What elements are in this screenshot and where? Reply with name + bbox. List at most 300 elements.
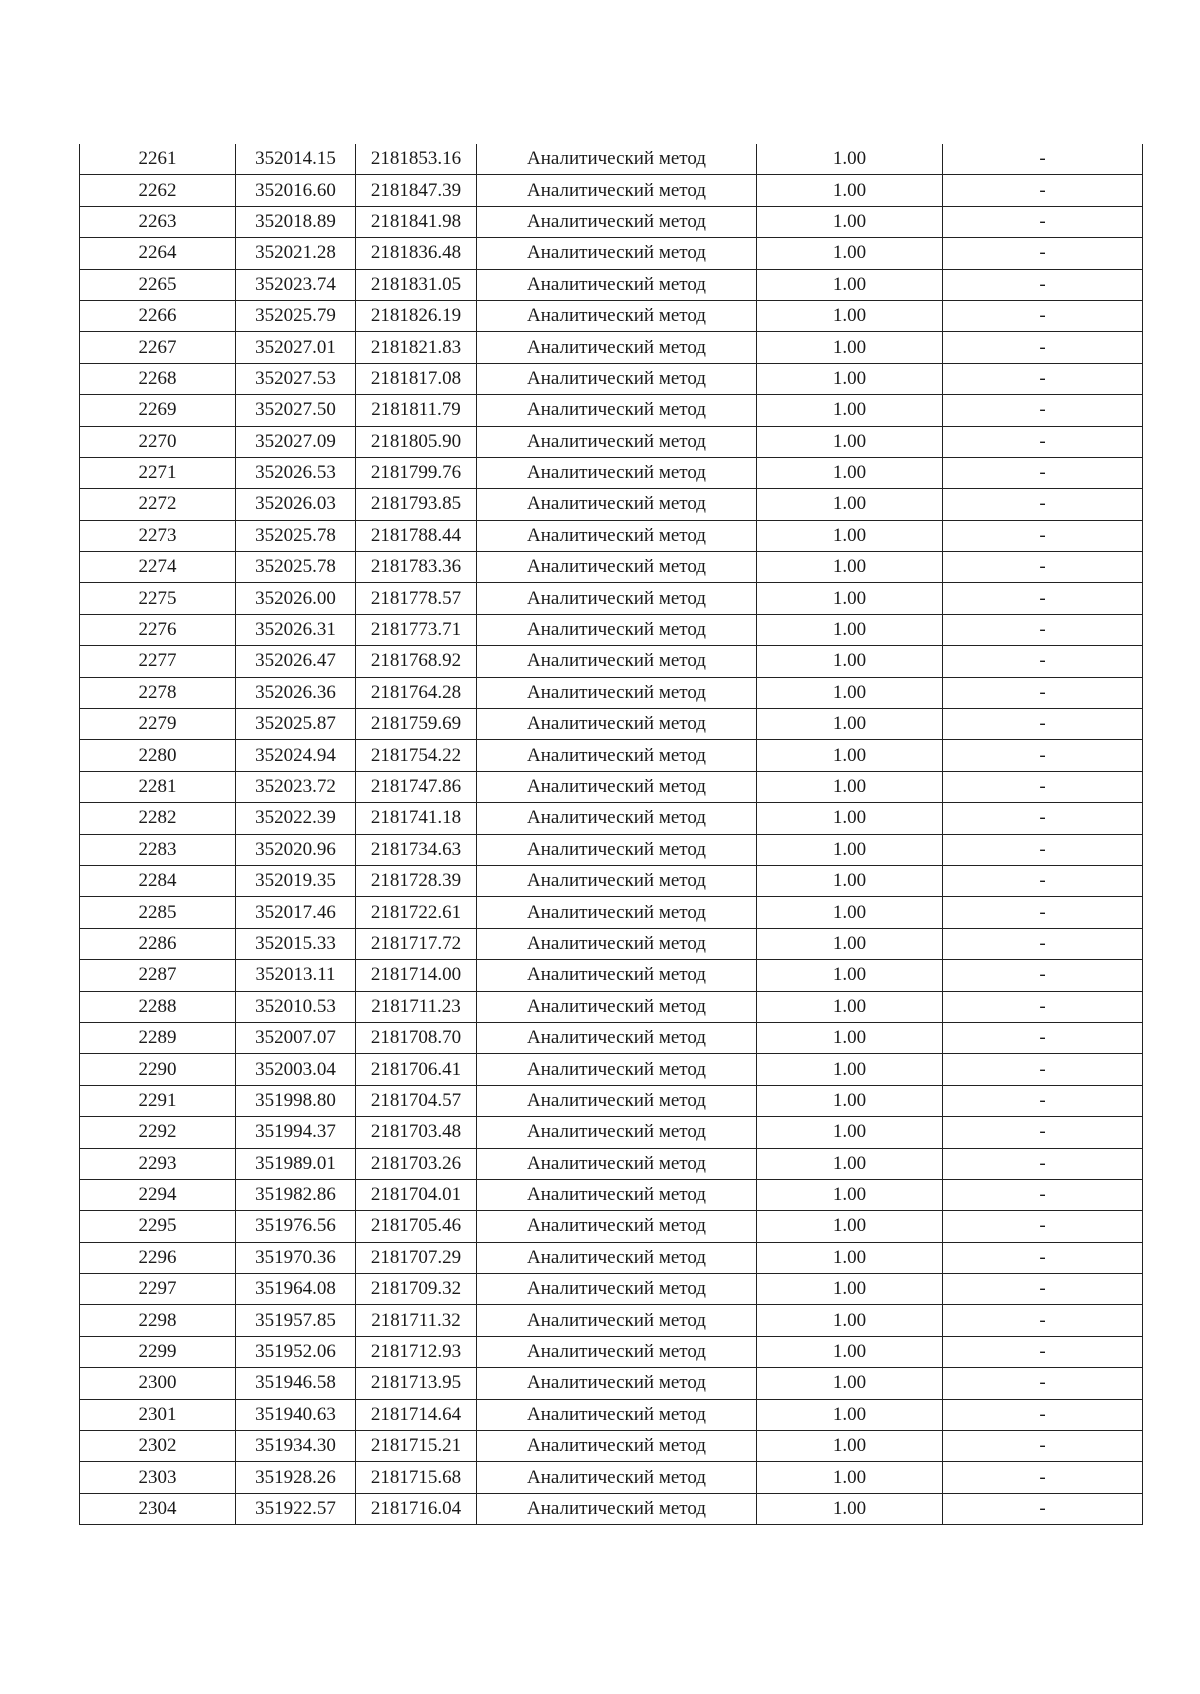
accuracy-cell: 1.00 [757, 300, 943, 331]
description-cell: - [943, 269, 1143, 300]
y-coordinate-cell: 2181764.28 [356, 677, 477, 708]
description-cell: - [943, 677, 1143, 708]
accuracy-cell: 1.00 [757, 1022, 943, 1053]
x-coordinate-cell: 352027.53 [236, 363, 356, 394]
accuracy-cell: 1.00 [757, 614, 943, 645]
description-cell: - [943, 175, 1143, 206]
method-cell: Аналитический метод [477, 1431, 757, 1462]
method-cell: Аналитический метод [477, 1179, 757, 1210]
point-number-cell: 2299 [80, 1336, 236, 1367]
accuracy-cell: 1.00 [757, 1274, 943, 1305]
point-number-cell: 2283 [80, 834, 236, 865]
y-coordinate-cell: 2181728.39 [356, 865, 477, 896]
y-coordinate-cell: 2181811.79 [356, 395, 477, 426]
method-cell: Аналитический метод [477, 928, 757, 959]
y-coordinate-cell: 2181759.69 [356, 709, 477, 740]
y-coordinate-cell: 2181841.98 [356, 206, 477, 237]
table-row [80, 1117, 1143, 1148]
y-coordinate-cell: 2181734.63 [356, 834, 477, 865]
method-cell: Аналитический метод [477, 646, 757, 677]
point-number-cell: 2278 [80, 677, 236, 708]
y-coordinate-cell: 2181768.92 [356, 646, 477, 677]
method-cell: Аналитический метод [477, 175, 757, 206]
accuracy-cell: 1.00 [757, 709, 943, 740]
y-coordinate-cell: 2181754.22 [356, 740, 477, 771]
table-row [80, 928, 1143, 959]
x-coordinate-cell: 352027.01 [236, 332, 356, 363]
table-row [80, 709, 1143, 740]
x-coordinate-cell: 352026.31 [236, 614, 356, 645]
point-number-cell: 2279 [80, 709, 236, 740]
table-row [80, 300, 1143, 331]
description-cell: - [943, 614, 1143, 645]
y-coordinate-cell: 2181831.05 [356, 269, 477, 300]
method-cell: Аналитический метод [477, 740, 757, 771]
table-row [80, 175, 1143, 206]
accuracy-cell: 1.00 [757, 1054, 943, 1085]
accuracy-cell: 1.00 [757, 552, 943, 583]
x-coordinate-cell: 351940.63 [236, 1399, 356, 1430]
description-cell: - [943, 740, 1143, 771]
table-row [80, 740, 1143, 771]
x-coordinate-cell: 352023.74 [236, 269, 356, 300]
point-number-cell: 2303 [80, 1462, 236, 1493]
description-cell: - [943, 300, 1143, 331]
method-cell: Аналитический метод [477, 991, 757, 1022]
point-number-cell: 2287 [80, 960, 236, 991]
accuracy-cell: 1.00 [757, 928, 943, 959]
method-cell: Аналитический метод [477, 1022, 757, 1053]
point-number-cell: 2300 [80, 1368, 236, 1399]
y-coordinate-cell: 2181773.71 [356, 614, 477, 645]
point-number-cell: 2302 [80, 1431, 236, 1462]
x-coordinate-cell: 352022.39 [236, 803, 356, 834]
x-coordinate-cell: 351982.86 [236, 1179, 356, 1210]
x-coordinate-cell: 352007.07 [236, 1022, 356, 1053]
x-coordinate-cell: 352003.04 [236, 1054, 356, 1085]
description-cell: - [943, 1274, 1143, 1305]
y-coordinate-cell: 2181783.36 [356, 552, 477, 583]
method-cell: Аналитический метод [477, 803, 757, 834]
table-row [80, 1368, 1143, 1399]
accuracy-cell: 1.00 [757, 771, 943, 802]
point-number-cell: 2293 [80, 1148, 236, 1179]
x-coordinate-cell: 351989.01 [236, 1148, 356, 1179]
method-cell: Аналитический метод [477, 489, 757, 520]
description-cell: - [943, 709, 1143, 740]
accuracy-cell: 1.00 [757, 865, 943, 896]
method-cell: Аналитический метод [477, 1054, 757, 1085]
description-cell: - [943, 1336, 1143, 1367]
table-row [80, 646, 1143, 677]
coordinates-table [79, 144, 1143, 1525]
point-number-cell: 2264 [80, 238, 236, 269]
table-row [80, 395, 1143, 426]
y-coordinate-cell: 2181703.26 [356, 1148, 477, 1179]
accuracy-cell: 1.00 [757, 1179, 943, 1210]
table-row [80, 803, 1143, 834]
accuracy-cell: 1.00 [757, 1462, 943, 1493]
method-cell: Аналитический метод [477, 1242, 757, 1273]
table-row [80, 1179, 1143, 1210]
point-number-cell: 2270 [80, 426, 236, 457]
accuracy-cell: 1.00 [757, 332, 943, 363]
y-coordinate-cell: 2181805.90 [356, 426, 477, 457]
point-number-cell: 2281 [80, 771, 236, 802]
description-cell: - [943, 1085, 1143, 1116]
table-row [80, 520, 1143, 551]
table-row [80, 1242, 1143, 1273]
accuracy-cell: 1.00 [757, 144, 943, 175]
accuracy-cell: 1.00 [757, 238, 943, 269]
table-row [80, 1054, 1143, 1085]
description-cell: - [943, 1054, 1143, 1085]
x-coordinate-cell: 352013.11 [236, 960, 356, 991]
description-cell: - [943, 206, 1143, 237]
point-number-cell: 2263 [80, 206, 236, 237]
accuracy-cell: 1.00 [757, 175, 943, 206]
x-coordinate-cell: 352026.47 [236, 646, 356, 677]
point-number-cell: 2267 [80, 332, 236, 363]
accuracy-cell: 1.00 [757, 1117, 943, 1148]
method-cell: Аналитический метод [477, 144, 757, 175]
method-cell: Аналитический метод [477, 1085, 757, 1116]
point-number-cell: 2274 [80, 552, 236, 583]
point-number-cell: 2298 [80, 1305, 236, 1336]
y-coordinate-cell: 2181707.29 [356, 1242, 477, 1273]
method-cell: Аналитический метод [477, 1305, 757, 1336]
table-body [80, 144, 1143, 1525]
accuracy-cell: 1.00 [757, 1211, 943, 1242]
point-number-cell: 2294 [80, 1179, 236, 1210]
accuracy-cell: 1.00 [757, 1305, 943, 1336]
accuracy-cell: 1.00 [757, 489, 943, 520]
method-cell: Аналитический метод [477, 1211, 757, 1242]
method-cell: Аналитический метод [477, 426, 757, 457]
y-coordinate-cell: 2181708.70 [356, 1022, 477, 1053]
accuracy-cell: 1.00 [757, 426, 943, 457]
y-coordinate-cell: 2181714.64 [356, 1399, 477, 1430]
x-coordinate-cell: 352014.15 [236, 144, 356, 175]
method-cell: Аналитический метод [477, 363, 757, 394]
x-coordinate-cell: 351952.06 [236, 1336, 356, 1367]
x-coordinate-cell: 352024.94 [236, 740, 356, 771]
description-cell: - [943, 803, 1143, 834]
y-coordinate-cell: 2181711.32 [356, 1305, 477, 1336]
table-row [80, 677, 1143, 708]
x-coordinate-cell: 352026.53 [236, 457, 356, 488]
point-number-cell: 2266 [80, 300, 236, 331]
method-cell: Аналитический метод [477, 709, 757, 740]
y-coordinate-cell: 2181705.46 [356, 1211, 477, 1242]
table-row [80, 457, 1143, 488]
method-cell: Аналитический метод [477, 206, 757, 237]
x-coordinate-cell: 352019.35 [236, 865, 356, 896]
x-coordinate-cell: 352026.00 [236, 583, 356, 614]
table-row [80, 960, 1143, 991]
method-cell: Аналитический метод [477, 897, 757, 928]
point-number-cell: 2286 [80, 928, 236, 959]
point-number-cell: 2268 [80, 363, 236, 394]
description-cell: - [943, 457, 1143, 488]
point-number-cell: 2292 [80, 1117, 236, 1148]
accuracy-cell: 1.00 [757, 960, 943, 991]
x-coordinate-cell: 352017.46 [236, 897, 356, 928]
table-row [80, 614, 1143, 645]
table-row [80, 1022, 1143, 1053]
y-coordinate-cell: 2181793.85 [356, 489, 477, 520]
x-coordinate-cell: 352027.09 [236, 426, 356, 457]
point-number-cell: 2280 [80, 740, 236, 771]
point-number-cell: 2265 [80, 269, 236, 300]
x-coordinate-cell: 352026.03 [236, 489, 356, 520]
description-cell: - [943, 1368, 1143, 1399]
accuracy-cell: 1.00 [757, 897, 943, 928]
accuracy-cell: 1.00 [757, 520, 943, 551]
y-coordinate-cell: 2181817.08 [356, 363, 477, 394]
table-row [80, 1305, 1143, 1336]
accuracy-cell: 1.00 [757, 269, 943, 300]
method-cell: Аналитический метод [477, 1368, 757, 1399]
x-coordinate-cell: 351964.08 [236, 1274, 356, 1305]
point-number-cell: 2261 [80, 144, 236, 175]
point-number-cell: 2276 [80, 614, 236, 645]
y-coordinate-cell: 2181714.00 [356, 960, 477, 991]
point-number-cell: 2297 [80, 1274, 236, 1305]
table-row [80, 489, 1143, 520]
y-coordinate-cell: 2181778.57 [356, 583, 477, 614]
point-number-cell: 2277 [80, 646, 236, 677]
accuracy-cell: 1.00 [757, 583, 943, 614]
accuracy-cell: 1.00 [757, 1493, 943, 1524]
y-coordinate-cell: 2181715.21 [356, 1431, 477, 1462]
point-number-cell: 2284 [80, 865, 236, 896]
table-row [80, 426, 1143, 457]
method-cell: Аналитический метод [477, 395, 757, 426]
description-cell: - [943, 991, 1143, 1022]
description-cell: - [943, 1305, 1143, 1336]
description-cell: - [943, 520, 1143, 551]
point-number-cell: 2296 [80, 1242, 236, 1273]
table-row [80, 1431, 1143, 1462]
method-cell: Аналитический метод [477, 865, 757, 896]
method-cell: Аналитический метод [477, 1493, 757, 1524]
table-row [80, 897, 1143, 928]
description-cell: - [943, 1242, 1143, 1273]
accuracy-cell: 1.00 [757, 1148, 943, 1179]
point-number-cell: 2291 [80, 1085, 236, 1116]
accuracy-cell: 1.00 [757, 1368, 943, 1399]
y-coordinate-cell: 2181799.76 [356, 457, 477, 488]
table-row [80, 1462, 1143, 1493]
accuracy-cell: 1.00 [757, 457, 943, 488]
description-cell: - [943, 1462, 1143, 1493]
description-cell: - [943, 1022, 1143, 1053]
method-cell: Аналитический метод [477, 269, 757, 300]
table-row [80, 1211, 1143, 1242]
y-coordinate-cell: 2181853.16 [356, 144, 477, 175]
x-coordinate-cell: 351970.36 [236, 1242, 356, 1273]
description-cell: - [943, 1493, 1143, 1524]
description-cell: - [943, 489, 1143, 520]
accuracy-cell: 1.00 [757, 206, 943, 237]
x-coordinate-cell: 352026.36 [236, 677, 356, 708]
table-row [80, 1399, 1143, 1430]
y-coordinate-cell: 2181717.72 [356, 928, 477, 959]
x-coordinate-cell: 352021.28 [236, 238, 356, 269]
accuracy-cell: 1.00 [757, 834, 943, 865]
method-cell: Аналитический метод [477, 552, 757, 583]
x-coordinate-cell: 351928.26 [236, 1462, 356, 1493]
method-cell: Аналитический метод [477, 614, 757, 645]
accuracy-cell: 1.00 [757, 395, 943, 426]
y-coordinate-cell: 2181716.04 [356, 1493, 477, 1524]
y-coordinate-cell: 2181821.83 [356, 332, 477, 363]
table-row [80, 1148, 1143, 1179]
accuracy-cell: 1.00 [757, 803, 943, 834]
table-row [80, 1274, 1143, 1305]
point-number-cell: 2262 [80, 175, 236, 206]
description-cell: - [943, 646, 1143, 677]
description-cell: - [943, 363, 1143, 394]
method-cell: Аналитический метод [477, 1117, 757, 1148]
table-row [80, 991, 1143, 1022]
description-cell: - [943, 1399, 1143, 1430]
point-number-cell: 2269 [80, 395, 236, 426]
accuracy-cell: 1.00 [757, 991, 943, 1022]
description-cell: - [943, 332, 1143, 363]
point-number-cell: 2271 [80, 457, 236, 488]
point-number-cell: 2295 [80, 1211, 236, 1242]
y-coordinate-cell: 2181741.18 [356, 803, 477, 834]
method-cell: Аналитический метод [477, 677, 757, 708]
y-coordinate-cell: 2181847.39 [356, 175, 477, 206]
method-cell: Аналитический метод [477, 1462, 757, 1493]
method-cell: Аналитический метод [477, 332, 757, 363]
y-coordinate-cell: 2181713.95 [356, 1368, 477, 1399]
y-coordinate-cell: 2181715.68 [356, 1462, 477, 1493]
table-row [80, 771, 1143, 802]
method-cell: Аналитический метод [477, 1399, 757, 1430]
accuracy-cell: 1.00 [757, 740, 943, 771]
table-row [80, 583, 1143, 614]
table-row [80, 1493, 1143, 1524]
x-coordinate-cell: 352020.96 [236, 834, 356, 865]
x-coordinate-cell: 352025.78 [236, 520, 356, 551]
table-row [80, 363, 1143, 394]
x-coordinate-cell: 352025.79 [236, 300, 356, 331]
x-coordinate-cell: 352015.33 [236, 928, 356, 959]
y-coordinate-cell: 2181712.93 [356, 1336, 477, 1367]
x-coordinate-cell: 351976.56 [236, 1211, 356, 1242]
description-cell: - [943, 395, 1143, 426]
y-coordinate-cell: 2181706.41 [356, 1054, 477, 1085]
accuracy-cell: 1.00 [757, 1336, 943, 1367]
x-coordinate-cell: 352027.50 [236, 395, 356, 426]
point-number-cell: 2304 [80, 1493, 236, 1524]
y-coordinate-cell: 2181704.57 [356, 1085, 477, 1116]
x-coordinate-cell: 351934.30 [236, 1431, 356, 1462]
description-cell: - [943, 426, 1143, 457]
point-number-cell: 2282 [80, 803, 236, 834]
x-coordinate-cell: 351957.85 [236, 1305, 356, 1336]
point-number-cell: 2275 [80, 583, 236, 614]
method-cell: Аналитический метод [477, 771, 757, 802]
y-coordinate-cell: 2181836.48 [356, 238, 477, 269]
y-coordinate-cell: 2181711.23 [356, 991, 477, 1022]
description-cell: - [943, 238, 1143, 269]
description-cell: - [943, 928, 1143, 959]
y-coordinate-cell: 2181826.19 [356, 300, 477, 331]
table-row [80, 206, 1143, 237]
table-row [80, 1085, 1143, 1116]
description-cell: - [943, 583, 1143, 614]
table-row [80, 834, 1143, 865]
y-coordinate-cell: 2181704.01 [356, 1179, 477, 1210]
x-coordinate-cell: 352025.87 [236, 709, 356, 740]
x-coordinate-cell: 352025.78 [236, 552, 356, 583]
y-coordinate-cell: 2181703.48 [356, 1117, 477, 1148]
method-cell: Аналитический метод [477, 238, 757, 269]
x-coordinate-cell: 352016.60 [236, 175, 356, 206]
method-cell: Аналитический метод [477, 457, 757, 488]
description-cell: - [943, 771, 1143, 802]
accuracy-cell: 1.00 [757, 363, 943, 394]
description-cell: - [943, 1117, 1143, 1148]
point-number-cell: 2290 [80, 1054, 236, 1085]
x-coordinate-cell: 352010.53 [236, 991, 356, 1022]
x-coordinate-cell: 352023.72 [236, 771, 356, 802]
table-row [80, 238, 1143, 269]
table-row [80, 144, 1143, 175]
table-row [80, 865, 1143, 896]
accuracy-cell: 1.00 [757, 1431, 943, 1462]
accuracy-cell: 1.00 [757, 1242, 943, 1273]
y-coordinate-cell: 2181788.44 [356, 520, 477, 551]
description-cell: - [943, 144, 1143, 175]
table-row [80, 552, 1143, 583]
method-cell: Аналитический метод [477, 1274, 757, 1305]
point-number-cell: 2288 [80, 991, 236, 1022]
point-number-cell: 2272 [80, 489, 236, 520]
x-coordinate-cell: 351922.57 [236, 1493, 356, 1524]
description-cell: - [943, 1431, 1143, 1462]
description-cell: - [943, 834, 1143, 865]
accuracy-cell: 1.00 [757, 646, 943, 677]
method-cell: Аналитический метод [477, 834, 757, 865]
table-row [80, 332, 1143, 363]
point-number-cell: 2301 [80, 1399, 236, 1430]
accuracy-cell: 1.00 [757, 677, 943, 708]
y-coordinate-cell: 2181747.86 [356, 771, 477, 802]
method-cell: Аналитический метод [477, 960, 757, 991]
x-coordinate-cell: 352018.89 [236, 206, 356, 237]
description-cell: - [943, 960, 1143, 991]
description-cell: - [943, 552, 1143, 583]
description-cell: - [943, 1148, 1143, 1179]
description-cell: - [943, 865, 1143, 896]
method-cell: Аналитический метод [477, 520, 757, 551]
method-cell: Аналитический метод [477, 1148, 757, 1179]
method-cell: Аналитический метод [477, 300, 757, 331]
x-coordinate-cell: 351946.58 [236, 1368, 356, 1399]
table-row [80, 269, 1143, 300]
description-cell: - [943, 1179, 1143, 1210]
point-number-cell: 2289 [80, 1022, 236, 1053]
x-coordinate-cell: 351998.80 [236, 1085, 356, 1116]
x-coordinate-cell: 351994.37 [236, 1117, 356, 1148]
method-cell: Аналитический метод [477, 583, 757, 614]
